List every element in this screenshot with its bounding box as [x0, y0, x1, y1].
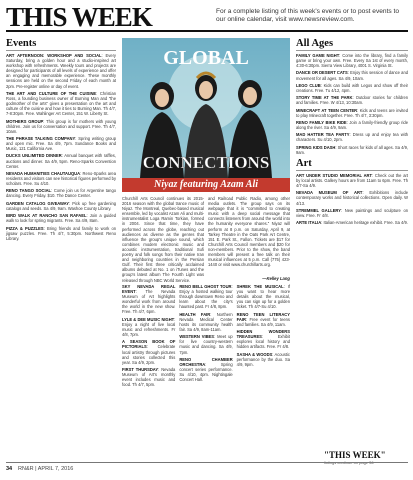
listing-entry-text: New paintings and sculpture on view. Free. Fr 4/8.: [296, 207, 408, 218]
listing-entry-name: MOTHERS GROUP: [6, 118, 44, 124]
listing-entry: NEVADA MUSEUM OF ART: Exhibitions include contemporary works and historical collections. Open daily. W 4/13.: [296, 190, 408, 206]
art-list: [296, 173, 408, 225]
listing-entry: BIRD WALK AT RANCHO SAN RAFAEL: Join a guided walk to look for spring migrants. Free. Sa 4/9, 8am.: [6, 213, 116, 224]
art-section-title: Art: [296, 158, 408, 171]
listing-entry-text: Reno-Sparks area residents and visitors can see historical figures performed by scholars. Free. Su 4/10.: [6, 170, 116, 187]
listing-entry: FAMILY GAME NIGHT: Come into the library, find a family game or bring your own. Free. Every Sa 1st of every month, 4:30-6:30pm. Sierra View Library, 4001 S. Virginia St.: [296, 53, 408, 69]
listing-entry: LEGO CLUB: Kids can build with Legos and show off their creations. Free. Tu 4/12, 4pm.: [296, 82, 409, 93]
listing-entry-name: THE PHRASE TALKING COMPANY: [6, 135, 76, 141]
listing-entry-text: Nevada Museum of Art's monthly event includes music and food. Th 4/7, 5pm.: [122, 366, 176, 388]
all-ages-section-title: All Ages: [296, 38, 408, 51]
listing-entry-text: Kids can build with Legos and show off their creations. Free. Tu 4/12, 4pm.: [296, 82, 409, 93]
listing-entry-text: Kids and teens are invited to play Minecraft together. Free. Th 4/7, 3:30pm.: [296, 107, 408, 118]
listing-entry-text: Acoustic performance by the duo. Sa 4/9, 9pm.: [236, 351, 290, 367]
listing-entry: GARDEN CATALOG GIVEAWAY: Pick up free gardening catalogs and seeds. Sa 4/9, 9am. Washoe County Library.: [6, 200, 117, 211]
listing-entry: SHREK THE MUSICAL: If you want to hear more details about the musical, you can sign up for a golden ticket. Th 4/7-Su 4/10.: [236, 284, 290, 310]
feature-text-col-2: and Railroad Public Radio, among other media outlets. The group says on its webpage that it is "committed to creating music with a deep social message that connects listeners from around the world into the humanity everyone shares." Niyaz will perform at 8 p.m. on Saturday, April 9, at Tarkey Theatre in the Oats Park Art Centre, 151 E. Park St., Fallon. Tickets are $17 for Churchill Arts Council members and $20 for non-members. Prior to the show, the band members will present a free talk on their musical influences at 5 p.m. Call (775) 423-1440 or visit www.churchillarts.org.: [208, 196, 290, 268]
listing-entry-text: Outdoor stories for children and families. Free. W 4/13, 10:30am.: [296, 95, 409, 106]
listing-entry-name: FAMILY GAME NIGHT: [296, 53, 340, 58]
listing-entry: DANCE OR DESERT CATS: Enjoy this session of dance and movement for all ages. Sa 4/9, 10am.: [296, 70, 408, 81]
events-section-title: Events: [6, 38, 116, 51]
listing-entry-name: RENO FAMILY BIKE RIDE: [296, 119, 347, 125]
listing-entry-name: MAD HATTER TEA PARTY: [296, 132, 350, 138]
listing-entry-name: LEGO CLUB: [296, 82, 321, 88]
listing-entry-text: Spring concert series performance. Su 4/10, 4pm. Nightingale Concert Hall.: [179, 361, 233, 383]
listing-entry-name: RENO CHAMBER ORCHESTRA: [179, 356, 233, 367]
listing-entry-name: GARDEN CATALOG GIVEAWAY: [6, 200, 69, 206]
listing-entry: STORY TIME AT THE PARK: Outdoor stories for children and families. Free. W 4/13, 10:30am.: [296, 95, 409, 106]
listing-entry: SPRING KIDS DASH: Short races for kids of all ages. Sa 4/9, 9am.: [296, 144, 408, 155]
listing-entry: NEVADA HUMANITIES CHAUTAUQUA: Reno-Sparks area residents and visitors can see historical figures performed by scholars. Free. Su 4/10.: [6, 170, 116, 187]
listing-entry-name: WESTERN VIBES: [179, 334, 215, 340]
listing-entry-text: Northern Nevada Medical Center hosts its community health fair. Sa 4/9, 8am-11am.: [179, 311, 233, 332]
page-footer: [6, 462, 408, 476]
listing-entry-name: ART AFTERNOON: WORKSHOP AND SOCIAL: [6, 53, 102, 58]
listing-entry-name: RENO BELL GHOST TOUR: [179, 284, 232, 289]
listing-entry: ART AFTERNOON: WORKSHOP AND SOCIAL: Every Saturday, bring a golden hour and a studio-inspired art workshop with refreshments. Weekly tours and projects are designed for participants of all levels of experience and offer an engaging and memorable experience. These monthly sessions are held on the second Friday of each month at 2pm. Pre-register online or day of event.: [6, 53, 116, 89]
listing-entry-name: ARTE ITALIA: [296, 220, 322, 226]
masthead-title: THIS WEEK: [6, 2, 152, 32]
listing-entry-name: A SEASON BOOK OF PICTORIALS: [122, 339, 176, 350]
listing-entry-name: SPRING KIDS DASH: [296, 144, 336, 150]
listing-entry-text: If you want to hear more details about the musical, you can sign up for a golden ticket. Th 4/7-Su 4/10.: [236, 284, 290, 310]
listing-entry: FIRST THURSDAY: Nevada Museum of Art's monthly event includes music and food. Th 4/7, 5pm.: [122, 366, 176, 388]
feature-photo: [122, 38, 290, 178]
listing-entry-text: Pick up free gardening catalogs and seeds. Sa 4/9, 9am. Washoe County Library.: [6, 200, 117, 211]
listing-entry-name: HIDDEN WONDERS TREASURES: [236, 329, 290, 340]
listing-entry-text: Exhibitions include contemporary works and historical collections. Open daily. W 4/13.: [296, 190, 408, 206]
listing-entry-text: Every Saturday, bring a golden hour and a studio-inspired art workshop with refreshments. Weekly tours and projects are designed for participants of all levels of experience and offer an engaging and memorable experience. These monthly sessions are held on the second Friday of each month at 2pm. Pre-register online or day of event.: [6, 53, 116, 89]
feature-word-connections: CONNECTIONS: [142, 153, 270, 172]
listing-entry: MOTHERS GROUP: This group is for mothers with young children. Join us for conversation and support. Free. Th 4/7, 10am.: [6, 118, 117, 134]
listing-entry: PIZZA & PUZZLES: Bring friends and family to work on jigsaw puzzles. Free. Th 4/7, 5:30pm. Northwest Reno Library.: [6, 225, 116, 241]
listing-entry-name: RENO TEEN LITERACY FAIR: [236, 311, 290, 322]
listing-entry-text: Come join us for Argentine tango dancing. Every Friday. $10. The Dance Center.: [6, 188, 116, 199]
listing-entry: SKY NEVADA REGAL EVENT: The Nevada Museum of Art highlights wonderful work from around the world in the new show. Free. Th 4/7, 6pm.: [122, 284, 176, 315]
listing-entry-text: Join a family-friendly group ride along the river. Sa 4/9, 9am.: [296, 119, 408, 131]
listing-entry-name: THE ART AND CULTURE OF THE CUISINE: [6, 90, 97, 96]
listing-entry-text: The Nevada Museum of Art highlights wonderful work from around the world in the new show. Free. Th 4/7, 6pm.: [122, 289, 176, 315]
listing-entry: DUCKS UNLIMITED DINNER: Annual banquet with raffles, auctions and dinner. Sa 4/9, 5pm. Reno-Sparks Convention Center.: [6, 153, 116, 169]
feature-text-col-1: Churchill Arts Council continues its 2015-2016 season with the global trance music of Niyaz. The Montreal, Quebec-based musical ensemble, led by vocalist Azam Ali and multi-instrumentalist Loga Ramin Torkian, formed in 2004. Since that time, they have performed across the globe, reaching out audiences as diverse as the genres that influence the group's unique sound, which combines modern electronic music and acoustic instrumentation, traditional Sufi poetry and folk songs from their native Iran and neighboring countries in the Persian Gulf. Their first three critically acclaimed albums debuted at No. 1 on iTunes and the group's latest album The Fourth Light was released through NBC World Service.: [122, 196, 204, 283]
listing-entry-name: ART UNDER STUDIO MEMORIAL ART: [296, 172, 372, 178]
listing-entry-name: SKY NEVADA REGAL EVENT: [122, 284, 176, 295]
listing-entry-text: Enjoy a hosted walking tour through downtown Reno and learn about the city's haunted past. Fr 4/8, 8pm.: [179, 289, 233, 310]
listing-entry-text: Meet up for live country-western music and dancing. Sa 4/9, 7pm.: [179, 334, 233, 355]
listing-entry-name: HEALTH FAIR: [179, 311, 211, 317]
listing-entry: LYLE & DEE MUSIC NIGHT: Enjoy a night of live local music and refreshments. Fr 4/8, 7pm.: [122, 316, 176, 338]
listing-entry: SASHA & WOODS: Acoustic performance by the duo. Sa 4/9, 9pm.: [236, 351, 290, 367]
listing-entry-name: DUCKS UNLIMITED DINNER: [6, 153, 62, 159]
listing-entry-text: Bring friends and family to work on jigsaw puzzles. Free. Th 4/7, 5:30pm. Northwest Reno Library.: [6, 225, 116, 241]
listing-entry: HEALTH FAIR: Northern Nevada Medical Center hosts its community health fair. Sa 4/9, 8am-11am.: [179, 311, 233, 332]
continued-box: [324, 450, 408, 465]
middle-list-col-1: [122, 284, 175, 450]
feature-illustration: [122, 38, 290, 178]
listing-entry-text: Enjoy this session of dance and movement for all ages. Sa 4/9, 10am.: [296, 70, 408, 81]
listing-entry: WESTERN VIBES: Meet up for live country-western music and dancing. Sa 4/9, 7pm.: [179, 334, 233, 355]
listing-entry: RENO CHAMBER ORCHESTRA: Spring concert series performance. Su 4/10, 4pm. Nightingale Concert Hall.: [179, 356, 233, 383]
listing-entry-text: Celebrate local artistry through pictures and stories collected this year. Sa 4/9, 2pm.: [122, 344, 176, 365]
listing-entry-text: This group is for mothers with young children. Join us for conversation and support. Free. Th 4/7, 10am.: [6, 118, 117, 134]
listing-entry-text: Come into the library, find a family game or bring your own. Free. Every Sa 1st of every month, 4:30-6:30pm. Sierra View Library, 4001 S. Virginia St.: [296, 53, 408, 69]
listing-entry-text: Join a guided walk to look for spring migrants. Free. Sa 4/9, 8am.: [6, 213, 116, 224]
events-column: [6, 38, 116, 450]
middle-list-col-2: [179, 284, 232, 450]
feature-word-global: GLOBAL: [163, 47, 249, 69]
listing-entry: ARTE ITALIA: Italian-American heritage exhibit. Free. Sa 4/9.: [296, 220, 408, 226]
continued-subtitle: listings continue on page 36: [324, 460, 374, 465]
events-list: [6, 53, 116, 241]
listing-entry-name: DANCE OR DESERT CATS: [296, 70, 348, 76]
listing-entry-name: SASHA & WOODS: [236, 351, 273, 357]
listing-entry-text: Short races for kids of all ages. Sa 4/9, 9am.: [296, 144, 408, 155]
listing-entry: A SEASON BOOK OF PICTORIALS: Celebrate local artistry through pictures and stories collected this year. Sa 4/9, 2pm.: [122, 339, 176, 365]
middle-listings: [122, 284, 290, 450]
listing-entry: RENO TANGO SOCIAL: Come join us for Argentine tango dancing. Every Friday. $10. The Dance Center.: [6, 188, 116, 199]
middle-list-col-3: [237, 284, 290, 450]
listing-entry-name: RENO TANGO SOCIAL: [6, 188, 52, 194]
listing-entry: RENO BELL GHOST TOUR: Enjoy a hosted walking tour through downtown Reno and learn about the city's haunted past. Fr 4/8, 8pm.: [179, 284, 233, 310]
listing-entry: MINECRAFT AT TEEN CENTER: Kids and teens are invited to play Minecraft together. Free. Th 4/7, 3:30pm.: [296, 107, 408, 118]
listing-entry: RENO FAMILY BIKE RIDE: Join a family-friendly group ride along the river. Sa 4/9, 9am.: [296, 119, 408, 131]
listing-entry-text: Free event for teens and families. Sa 4/9, 11am.: [236, 316, 290, 327]
listing-entry-text: Christian Ross, a founding business owner of Burning Man and "the godmother of the arts" gives a presentation on the art and culture of the cuisine and how it ties to Burning Man. Th 4/7, 7-8:30pm. Free. Wahlinger Art Center, 151 W. Liberty St.: [6, 90, 116, 117]
listing-entry-text: Check out the art by local artists. Gallery hours are from 11am to 6pm. Free. Th 4/7-Sa 4/9.: [296, 172, 408, 189]
listing-entry: THE ART AND CULTURE OF THE CUISINE: Christian Ross, a founding business owner of Burning Man and "the godmother of the arts" gives a presentation on the art and culture of the cuisine and how it ties to Burning Man. Th 4/7, 7-8:30pm. Free. Wahlinger Art Center, 151 W. Liberty St.: [6, 90, 116, 117]
feature-banner: Niyaz featuring Azam Ali: [122, 178, 290, 192]
listing-entry: HIDDEN WONDERS TREASURES: Exhibit explores local history and hidden artifacts. Free. Fr 4/8.: [236, 329, 290, 350]
listing-entry: THE PHRASE TALKING COMPANY: Spring writing group and open mic. Free. Sa 4/9, 7pm. Sundance Books and Music, 121 California Ave.: [6, 135, 116, 152]
publication-info: RN&R | APRIL 7, 2016: [18, 466, 74, 472]
listing-entry-text: Dress up and enjoy tea with characters. Su 4/10, 2pm.: [296, 132, 409, 143]
listing-entry: MAD HATTER TEA PARTY: Dress up and enjoy tea with characters. Su 4/10, 2pm.: [296, 132, 409, 143]
listing-entry-text: Italian-American heritage exhibit. Free. Sa 4/9.: [323, 220, 408, 226]
feature-byline: —Kelley Lang: [262, 276, 290, 281]
listing-entry-name: BIRD WALK AT RANCHO SAN RAFAEL: [6, 213, 87, 219]
listing-entry-text: Exhibit explores local history and hidden artifacts. Free. Fr 4/8.: [236, 334, 290, 350]
listing-entry-text: Enjoy a night of live local music and refreshments. Fr 4/8, 7pm.: [122, 321, 176, 338]
listing-entry-name: NEVADA HUMANITIES CHAUTAUQUA: [6, 170, 81, 176]
listing-entry-name: STORY TIME AT THE PARK: [296, 95, 353, 101]
listing-entry: RENO TEEN LITERACY FAIR: Free event for teens and families. Sa 4/9, 11am.: [236, 311, 290, 327]
page-number: 34: [6, 466, 13, 472]
all-ages-list: [296, 53, 408, 155]
right-column: [296, 38, 408, 450]
header-tagline: For a complete listing of this week's events or to post events to our online calendar, visit www.newsreview.com.: [216, 8, 400, 23]
listing-entry-name: STREMMEL GALLERY: [296, 207, 341, 213]
listing-entry-name: SHREK THE MUSICAL: [236, 284, 284, 289]
listing-entry-name: MINECRAFT AT TEEN CENTER: [296, 107, 358, 113]
page-header: [6, 4, 408, 32]
listing-entry-text: Spring writing group and open mic. Free. Sa 4/9, 7pm. Sundance Books and Music, 121 California Ave.: [6, 135, 116, 152]
listing-entry-name: NEVADA MUSEUM OF ART: [296, 190, 363, 196]
listing-entry: ART UNDER STUDIO MEMORIAL ART: Check out the art by local artists. Gallery hours are from 11am to 6pm. Free. Th 4/7-Sa 4/9.: [296, 172, 408, 189]
continued-title: "THIS WEEK": [324, 450, 386, 460]
listing-entry-name: FIRST THURSDAY: [122, 366, 159, 372]
listing-entry-name: PIZZA & PUZZLES: [6, 225, 44, 231]
listing-entry-name: LYLE & DEE MUSIC NIGHT: [122, 316, 175, 322]
listing-entry-text: Annual banquet with raffles, auctions and dinner. Sa 4/9, 5pm. Reno-Sparks Convention Center.: [6, 153, 116, 169]
listing-entry: STREMMEL GALLERY: New paintings and sculpture on view. Free. Fr 4/8.: [296, 207, 408, 218]
